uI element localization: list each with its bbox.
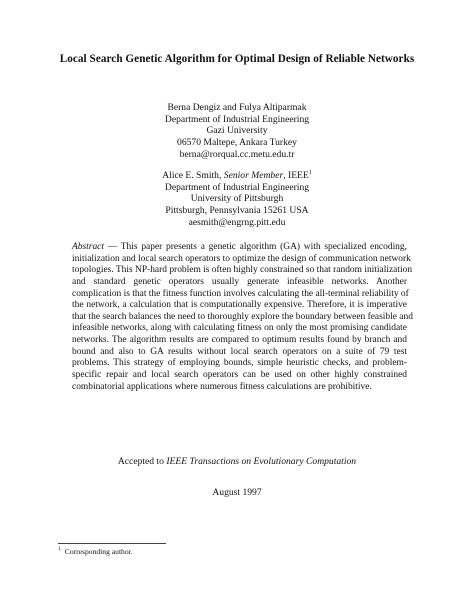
abstract-line: topologies. This NP-hard problem is often highly constrained so that random initialization [72,265,413,276]
abstract-line: combinatorial applications where numerous fitness calculations are prohibitive. [72,381,372,392]
author-department: Department of Industrial Engineering [164,181,310,193]
footnote-marker: 1 [308,169,312,176]
abstract-line: infeasible networks, along with calculating fitness on only the most promising candidate [72,323,407,334]
author-university: University of Pittsburgh [190,193,284,205]
publication-date: August 1997 [212,487,262,498]
abstract-label: Abstract [72,242,104,252]
abstract-line: and standard genetic operators usually generate infeasible networks. Another [72,276,407,287]
abstract-line: initialization and local search operators to optimize the design of communication network [72,253,411,264]
author-address: 06570 Maltepe, Ankara Turkey [177,137,297,149]
abstract-line [72,242,407,254]
abstract-line: complication is that the fitness function involves calculating the all-terminal reliability of [72,288,409,299]
author-block-2 [96,170,378,229]
abstract-line: networks. The algorithm results are compared to optimum results found by branch and [72,335,407,346]
footnote-mark: 1 [58,546,61,553]
abstract-line: specific repair and local search operators can be used on other highly constrained [72,370,407,381]
footnote-text: Corresponding author. [64,547,133,556]
author-name-line [96,170,378,182]
author-role: Senior Member [223,170,284,181]
abstract-line: that the search balances the need to thoroughly explore the boundary between feasible and [72,311,413,322]
author-email: aesmith@engrng.pitt.edu [188,216,286,228]
footnote [58,547,133,557]
acceptance-note [0,456,474,468]
abstract [72,242,413,393]
author-university: Gazi University [206,125,268,137]
paper-title: Local Search Genetic Algorithm for Optimal Design of Reliable Networks [59,53,415,65]
author-department: Department of Industrial Engineering [164,113,310,125]
abstract-text: This paper presents a genetic algorithm (GA) with specialized encoding, [120,242,407,252]
author-role-suffix: , IEEE [283,170,309,181]
author-email: berna@rorqual.cc.metu.edu.tr [179,148,295,160]
author-address: Pittsburgh, Pennsylvania 15261 USA [165,205,309,217]
author-block-1 [96,102,378,161]
acceptance-prefix: Accepted to [117,456,167,467]
author-name: Alice E. Smith, [162,170,224,181]
footnote-divider [58,543,166,544]
abstract-line: problems. This strategy of employing bounds, simple heuristic checks, and problem- [72,358,407,369]
abstract-line: the network, a calculation that is computationally expensive. Therefore, it is imperative [72,300,407,311]
author-names: Berna Dengiz and Fulya Altiparmak [167,102,307,113]
journal-name: IEEE Transactions on Evolutionary Computation [166,456,357,467]
abstract-dash: — [103,242,121,252]
abstract-line: bound and also to GA results without local search operators on a suite of 79 test [72,346,407,357]
